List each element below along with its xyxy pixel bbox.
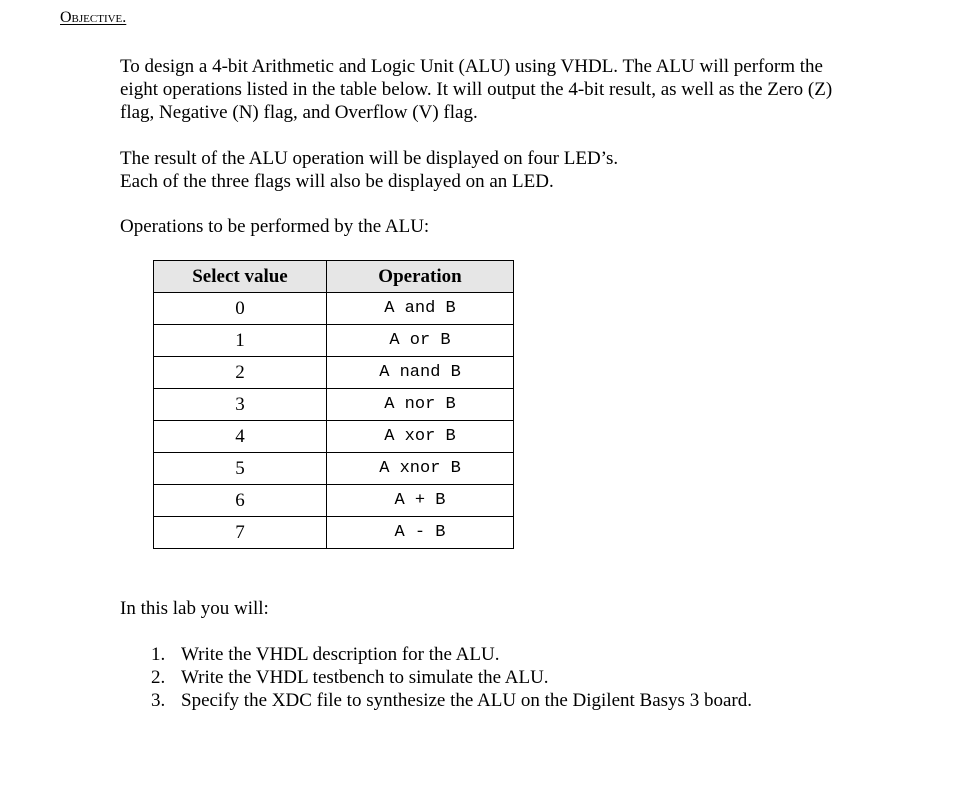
display-line: The result of the ALU operation will be displayed on four LED’s. — [120, 148, 619, 169]
operations-intro: Operations to be performed by the ALU: — [120, 216, 430, 237]
table-row — [154, 453, 514, 485]
table-row — [154, 293, 514, 325]
task-number: 1. — [151, 644, 166, 665]
operation-cell: A and B — [327, 293, 514, 325]
operations-table — [153, 260, 514, 549]
select-value-cell: 4 — [154, 421, 327, 453]
table-row — [154, 357, 514, 389]
operation-cell: A xnor B — [327, 453, 514, 485]
select-value-cell: 5 — [154, 453, 327, 485]
table-header-row — [154, 261, 514, 293]
section-heading: Objective. — [60, 9, 127, 26]
intro-line: To design a 4-bit Arithmetic and Logic Unit (ALU) using VHDL. The ALU will perform the — [120, 56, 823, 77]
operation-cell: A - B — [327, 517, 514, 549]
intro-paragraph — [120, 55, 900, 124]
select-value-cell: 1 — [154, 325, 327, 357]
task-list — [151, 643, 752, 712]
list-item — [151, 643, 752, 666]
intro-line: flag, Negative (N) flag, and Overflow (V) flag. — [120, 102, 478, 123]
select-value-cell: 3 — [154, 389, 327, 421]
table-row — [154, 485, 514, 517]
select-value-cell: 7 — [154, 517, 327, 549]
select-value-cell: 2 — [154, 357, 327, 389]
table-row — [154, 325, 514, 357]
table-row — [154, 421, 514, 453]
intro-line: eight operations listed in the table below. It will output the 4-bit result, as well as the Zero (Z) — [120, 79, 833, 100]
task-number: 2. — [151, 667, 166, 688]
task-text: Write the VHDL description for the ALU. — [181, 644, 500, 665]
table-row — [154, 517, 514, 549]
select-value-header: Select value — [154, 261, 327, 293]
task-text: Write the VHDL testbench to simulate the ALU. — [181, 667, 549, 688]
operation-cell: A or B — [327, 325, 514, 357]
task-text: Specify the XDC file to synthesize the ALU on the Digilent Basys 3 board. — [181, 690, 752, 711]
operation-cell: A nor B — [327, 389, 514, 421]
table-row — [154, 389, 514, 421]
select-value-cell: 6 — [154, 485, 327, 517]
operation-header: Operation — [327, 261, 514, 293]
display-paragraph — [120, 147, 900, 193]
operation-cell: A xor B — [327, 421, 514, 453]
operation-cell: A + B — [327, 485, 514, 517]
select-value-cell: 0 — [154, 293, 327, 325]
display-line: Each of the three flags will also be displayed on an LED. — [120, 171, 554, 192]
operation-cell: A nand B — [327, 357, 514, 389]
lab-intro: In this lab you will: — [120, 598, 269, 619]
list-item — [151, 689, 752, 712]
list-item — [151, 666, 752, 689]
task-number: 3. — [151, 690, 166, 711]
